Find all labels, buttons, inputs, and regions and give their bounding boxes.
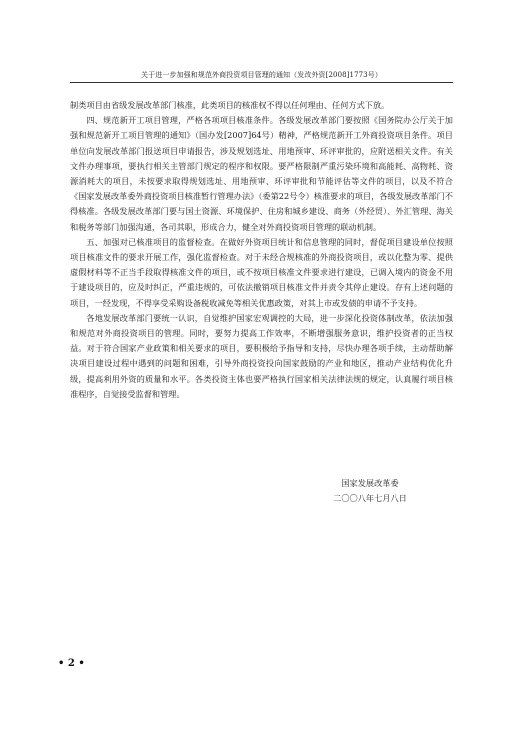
running-header: 关于进一步加强和规范外商投资项目管理的通知（发改外资[2008]1773号） [141, 71, 382, 79]
signature-block [300, 476, 440, 506]
issue-date: 二〇〇八年七月八日 [333, 493, 407, 504]
paragraph-section-five: 五、加强对已核准项目的监督检查。在做好外资项目统计和信息管理的同时，督促项目建设单位按照项目核准文件的要求开展工作，强化监督检查。对于未经合规核准的外商投资项目，或以化整为零、提供虚假材料等不正当手段取得核准文件的项目，或不按项目核准文件要求进行建设，已调入境内的资金不用于建设项目的，应及时纠正，严重违规的，可依法撤销项目核准文件并责令其停止建设。存有上述问题的项目，一经发现，不得享受采购设备税收减免等相关优惠政策，对其上市或发债的申请不予支持。 [70, 236, 453, 308]
page-number: • 2 • [58, 658, 85, 669]
paragraph-section-four: 四、规范新开工项目管理，严格各项项目核准条件。各级发展改革部门要按照《国务院办公厅关于加强和规范新开工项目管理的通知》（国办发[2007]64号）精神，严格规范新开工外商投资项目条件。项目单位向发展改革部门报送项目申请报告，涉及规划选址、用地预审、环评审批的，应附送相关文件。有关文件办理事项，要执行相关主管部门规定的程序和权限。要严格限制严重污染环境和高能耗、高物耗、资源消耗大的项目，未按要求取得规划选址、用地预审、环评审批和节能评估等文件的项目，以及不符合《国家发展改革委外商投资项目核准暂行管理办法》（委第22号令）核准要求的项目，各级发展改革部门不得核准。各级发展改革部门要与国土资源、环境保护、住房和城乡建设、商务（外经贸）、外汇管理、海关和税务等部门加强沟通，各司其职，形成合力，健全对外商投资项目管理的联动机制。 [70, 115, 453, 232]
header-divider [70, 82, 453, 83]
paragraph-continuation: 制类项目由省级发展改革部门核准，此类项目的核准权不得以任何理由、任何方式下放。 [70, 100, 390, 110]
paragraph-closing: 各地发展改革部门要统一认识，自觉维护国家宏观调控的大局，进一步深化投资体制改革，依法加强和规范对外商投资项目的管理。同时，要努力提高工作效率，不断增强服务意识，维护投资者的正当权益。对于符合国家产业政策和相关要求的项目，要积极给予指导和支持，尽快办理各项手续，主动帮助解决项目建设过程中遇到的问题和困难，引导外商投资投向国家鼓励的产业和地区，推动产业结构优化升级，提高利用外资的质量和水平。各类投资主体也要严格执行国家相关法律法规的规定，认真履行项目核准程序，自觉接受监督和管理。 [70, 312, 453, 399]
issuer-name: 国家发展改革委 [341, 478, 399, 488]
document-body [70, 98, 453, 402]
